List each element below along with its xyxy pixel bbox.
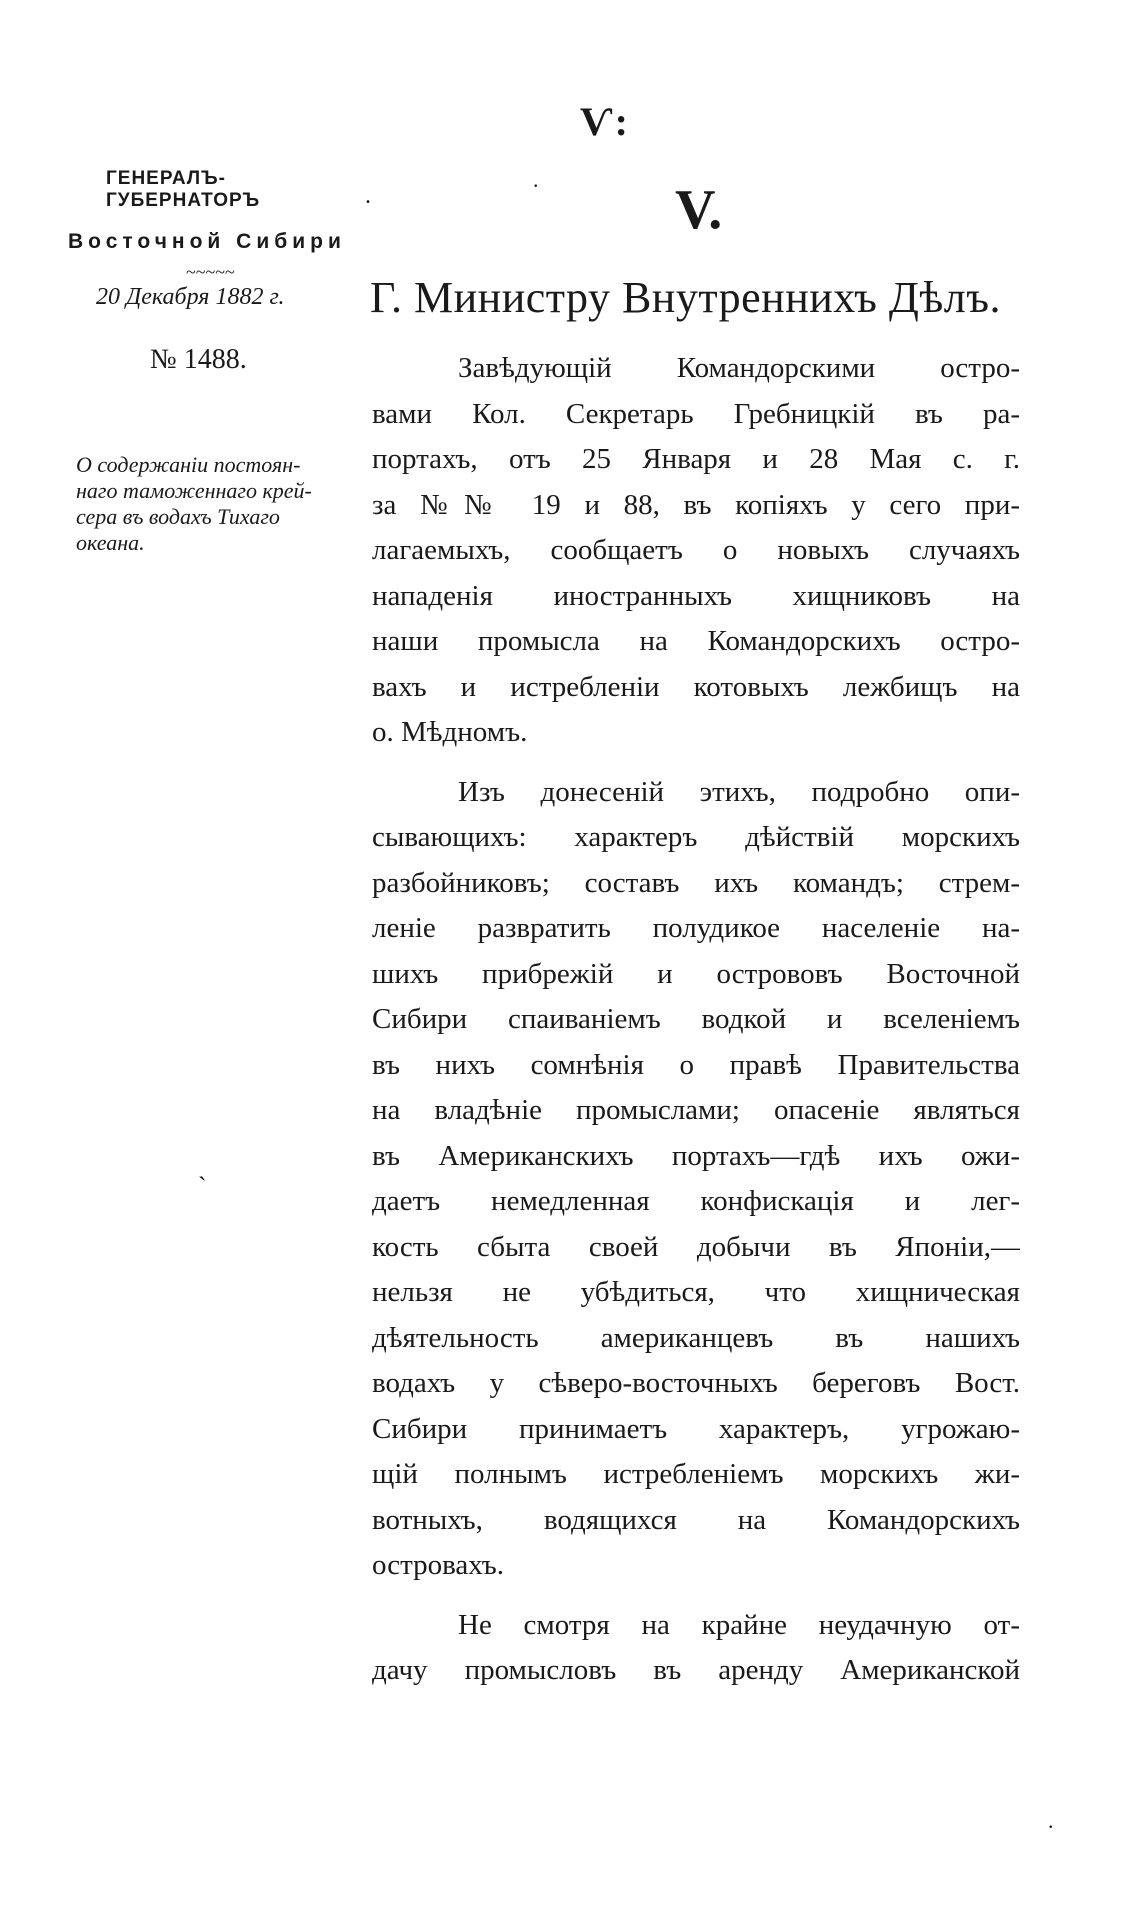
subject-line: океана. <box>76 530 145 555</box>
subject-note <box>76 452 366 556</box>
paragraph-line: Не смотря на крайне неудачную от- <box>458 1608 1020 1641</box>
paragraph-line: нельзя не убѣдиться, что хищническая <box>372 1276 1020 1308</box>
ink-speck: . <box>365 183 371 209</box>
sender-region: Восточной Сибири <box>68 230 346 253</box>
paragraph-line: щій полнымъ истребленіемъ морскихъ жи- <box>372 1458 1020 1490</box>
paragraph-line: вотныхъ, водящихся на Командорскихъ <box>372 1503 1020 1536</box>
paragraph-line: Завѣдующій Командорскими остро- <box>458 352 1020 384</box>
paragraph-line: въ нихъ сомнѣнія о правѣ Правительства <box>372 1048 1020 1081</box>
paragraph-line: водахъ у сѣверо-восточныхъ береговъ Вост. <box>372 1367 1020 1399</box>
paragraph-gap <box>372 1589 1020 1603</box>
paragraph-line: на владѣніе промыслами; опасеніе являться <box>372 1094 1020 1126</box>
paragraph-line: шихъ прибрежій и острововъ Восточной <box>372 957 1020 990</box>
top-mark: Ѵ: <box>580 99 630 144</box>
sender-block <box>60 168 380 283</box>
paragraph-line: леніе развратить полудикое населеніе на- <box>372 912 1020 944</box>
subject-line: сера въ водахъ Тихаго <box>76 504 280 529</box>
sender-title: ГЕНЕРАЛЪ-ГУБЕРНАТОРЪ <box>106 168 261 211</box>
paragraph-line: кость сбыта своей добычи въ Японіи,— <box>372 1230 1020 1263</box>
paragraph-line: островахъ. <box>372 1549 504 1581</box>
letter-body <box>372 346 1020 1694</box>
ink-mark: ˋ <box>198 1172 207 1201</box>
paragraph-line: Сибири принимаетъ характеръ, угрожаю- <box>372 1412 1020 1445</box>
document-number: № 1488. <box>150 344 247 375</box>
paragraph-line: разбойниковъ; составъ ихъ командъ; стрем- <box>372 866 1020 899</box>
paragraph-line: сывающихъ: характеръ дѣйствій морскихъ <box>372 821 1020 853</box>
paragraph-line: вахъ и истребленіи котовыхъ лежбищъ на <box>372 670 1020 703</box>
paragraph-line: за №№ 19 и 88, въ копіяхъ у сего при- <box>372 488 1020 521</box>
roman-numeral: V. <box>675 179 723 241</box>
paragraph-line: лагаемыхъ, сообщаетъ о новыхъ случаяхъ <box>372 534 1020 566</box>
paragraph-line: портахъ, отъ 25 Января и 28 Мая с. г. <box>372 443 1020 475</box>
document-date: 20 Декабря 1882 г. <box>96 284 285 310</box>
paragraph-line: нападенія иностранныхъ хищниковъ на <box>372 579 1020 612</box>
addressee-heading: Г. Министру Внутреннихъ Дѣлъ. <box>370 273 1001 322</box>
paragraph-line: наши промысла на Командорскихъ остро- <box>372 625 1020 657</box>
subject-line: О содержаніи постоян- <box>76 452 301 477</box>
paragraph-line: вами Кол. Секретарь Гребницкій въ ра- <box>372 397 1020 430</box>
paragraph-line: о. Мѣдномъ. <box>372 716 528 748</box>
paragraph-line: дѣятельность американцевъ въ нашихъ <box>372 1321 1020 1354</box>
subject-line: наго таможеннаго крей- <box>76 478 312 503</box>
paragraph-line: даетъ немедленная конфискація и лег- <box>372 1185 1020 1217</box>
paragraph-line: дачу промысловъ въ аренду Американской <box>372 1654 1020 1686</box>
ink-speck: . <box>1048 1808 1054 1833</box>
sender-flourish: ~~~~~ <box>186 262 235 282</box>
paragraph-line: Сибири спаиваніемъ водкой и вселеніемъ <box>372 1003 1020 1035</box>
paragraph-gap <box>372 756 1020 770</box>
paragraph-line: въ Американскихъ портахъ—гдѣ ихъ ожи- <box>372 1139 1020 1172</box>
ink-speck: . <box>533 167 539 192</box>
paragraph-line: Изъ донесеній этихъ, подробно опи- <box>458 775 1020 808</box>
